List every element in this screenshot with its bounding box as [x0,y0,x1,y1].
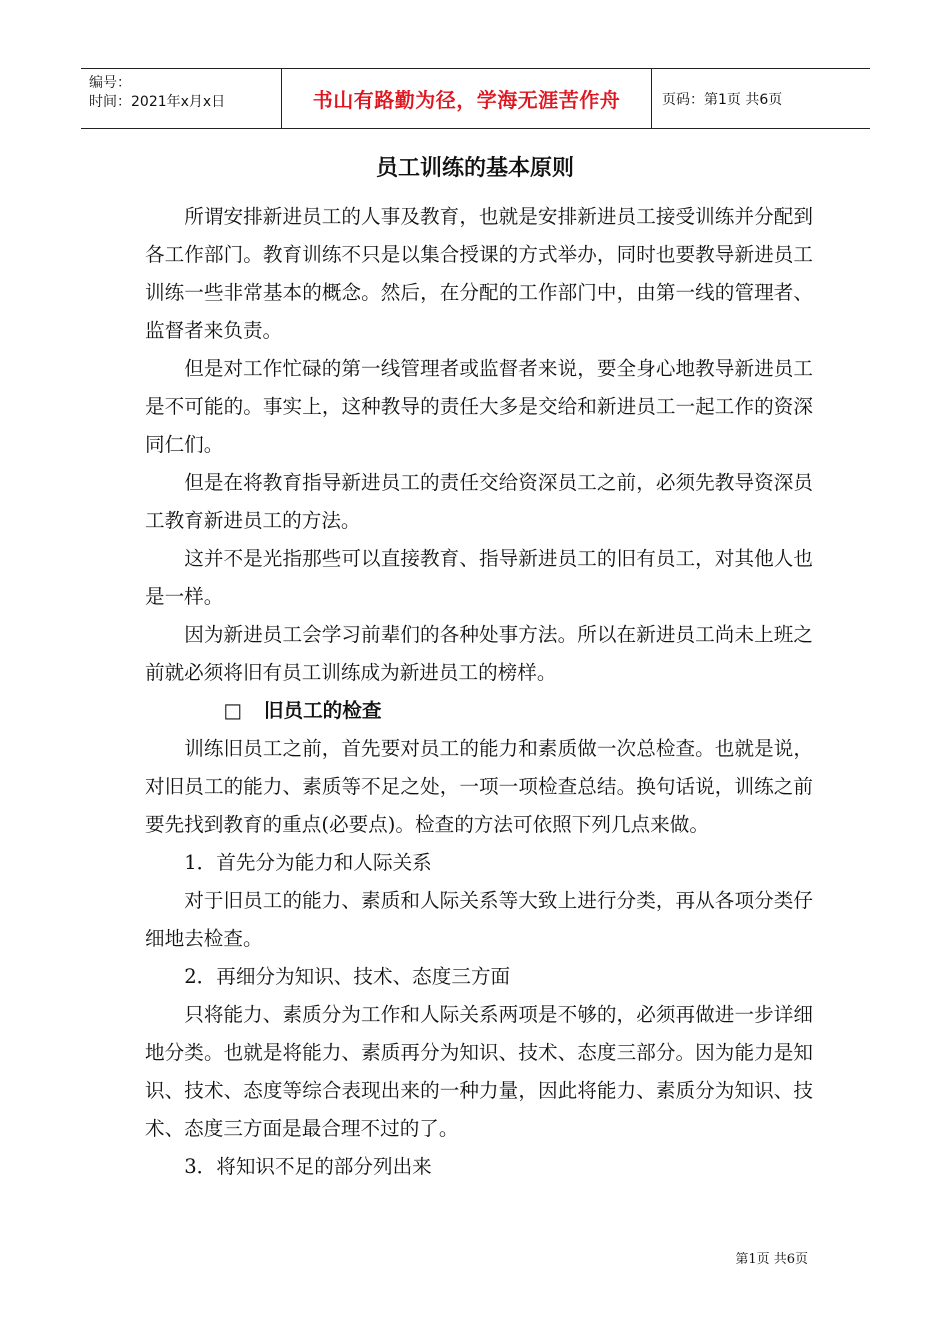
list-item-heading: 1．首先分为能力和人际关系 [184,851,432,874]
paragraph: 但是在将教育指导新进员工的责任交给资深员工之前，必须先教导资深员工教育新进员工的方法。 [145,471,813,532]
paragraph: 对于旧员工的能力、素质和人际关系等大致上进行分类，再从各项分类仔细地去检查。 [145,889,813,950]
document-number-label: 编号： [89,75,131,91]
paragraph: 但是对工作忙碌的第一线管理者或监督者来说，要全身心地教导新进员工是不可能的。事实上，这种教导的责任大多是交给和新进员工一起工作的资深同仁们。 [145,357,813,456]
paragraph: 这并不是光指那些可以直接教育、指导新进员工的旧有员工，对其他人也是一样。 [145,547,813,608]
section-heading [145,692,813,730]
list-item-heading: 2．再细分为知识、技术、态度三方面 [184,965,511,988]
document-body [145,198,813,1186]
page-footer: 第1页 共6页 [735,1252,808,1267]
paragraph: 只将能力、素质分为工作和人际关系两项是不够的，必须再做进一步详细地分类。也就是将能力、素质再分为知识、技术、态度三部分。因为能力是知识、技术、态度等综合表现出来的一种力量，因此将能力、素质分为知识、技术、态度三方面是最合理不过的了。 [145,1003,813,1140]
paragraph: 训练旧员工之前，首先要对员工的能力和素质做一次总检查。也就是说，对旧员工的能力、素质等不足之处，一项一项检查总结。换句话说，训练之前要先找到教育的重点(必要点)。检查的方法可依照下列几点来做。 [145,737,813,836]
document-time-label: 时间：2021年x月x日 [89,94,226,110]
checkbox-square-icon: □ [223,699,242,722]
header-meta [81,69,282,128]
document-title: 员工训练的基本原则 [375,156,574,181]
list-item-heading: 3．将知识不足的部分列出来 [184,1155,432,1178]
section-heading-text: 旧员工的检查 [263,699,382,722]
paragraph: 因为新进员工会学习前辈们的各种处事方法。所以在新进员工尚未上班之前就必须将旧有员工训练成为新进员工的榜样。 [145,623,813,684]
header-table [81,68,870,129]
header-motto: 书山有路勤为径，学海无涯苦作舟 [282,69,652,128]
header-page-number: 页码：第1页 共6页 [662,91,783,108]
paragraph: 所谓安排新进员工的人事及教育，也就是安排新进员工接受训练并分配到各工作部门。教育训练不只是以集合授课的方式举办，同时也要教导新进员工训练一些非常基本的概念。然后，在分配的工作部门中，由第一线的管理者、监督者来负责。 [145,205,813,342]
